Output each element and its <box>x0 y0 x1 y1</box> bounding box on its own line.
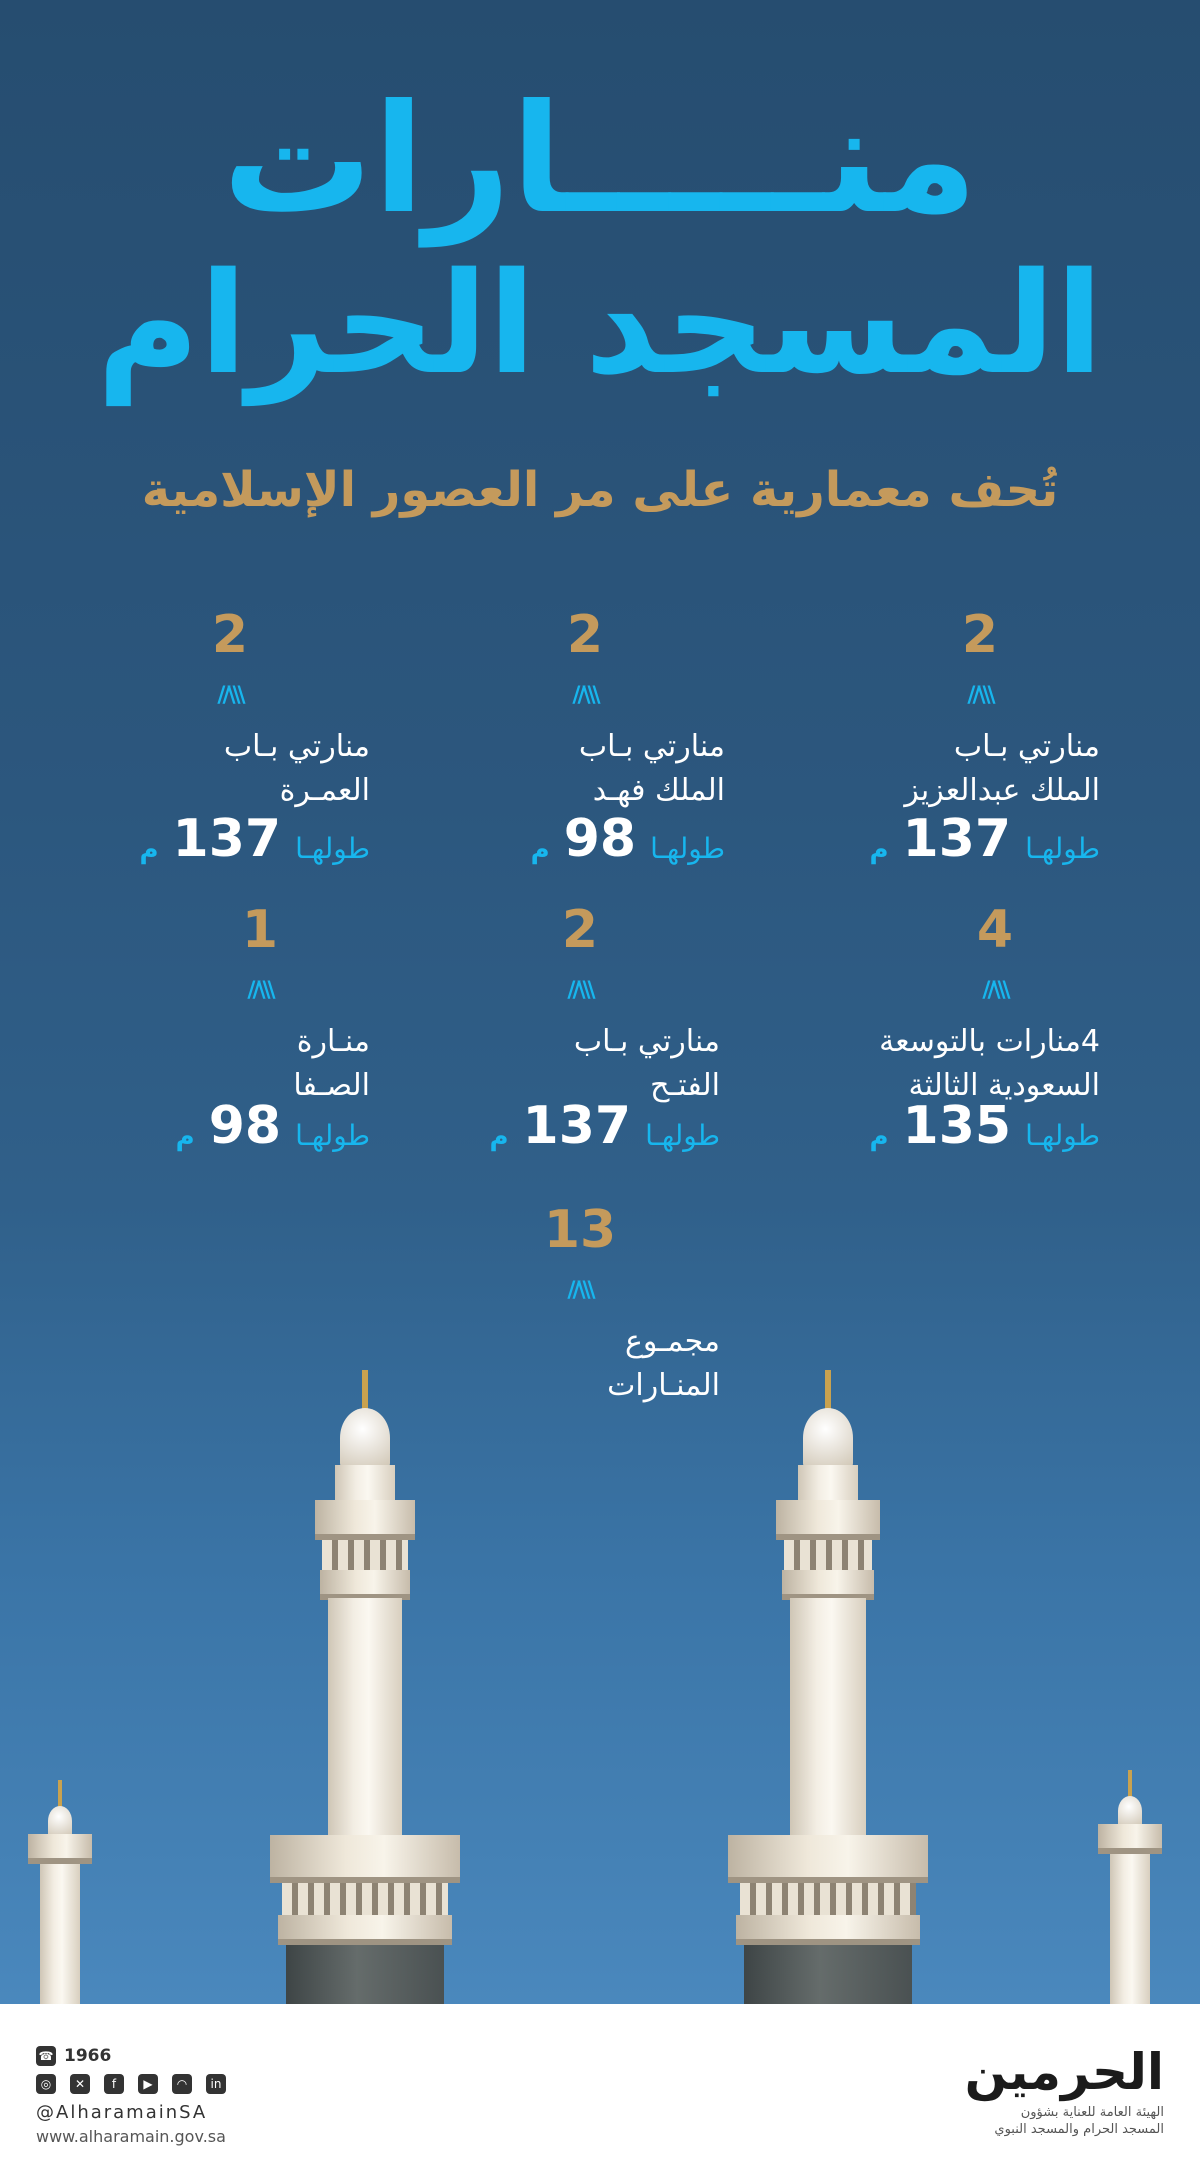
minaret-left <box>270 1370 460 2004</box>
social-handle[interactable]: @AlharamainSA <box>36 2102 208 2123</box>
snapchat-icon[interactable]: ◠ <box>172 2074 192 2094</box>
title-line-2: المسجد الحرام <box>96 243 1104 406</box>
footer-contact <box>36 2046 226 2146</box>
x-icon[interactable]: ✕ <box>70 2074 90 2094</box>
stat-length: طولهـا 137 م <box>489 1096 720 1156</box>
footer <box>0 2004 1200 2174</box>
stat-label: منارتي بـاب الملك فهـد <box>578 729 725 808</box>
phone-icon: ☎ <box>36 2046 56 2066</box>
stat-count: 2 <box>961 605 999 665</box>
instagram-icon[interactable]: ◎ <box>36 2074 56 2094</box>
stat-count: 2 <box>566 605 604 665</box>
stat-count: 1 <box>241 900 279 960</box>
stat-count: 2 <box>561 900 599 960</box>
social-icons <box>36 2074 226 2094</box>
stat-label: منارتي بـاب الملك عبدالعزيز <box>904 729 1100 808</box>
chevron-down-icon: \\\// <box>567 1278 593 1303</box>
website-link[interactable]: www.alharamain.gov.sa <box>36 2127 226 2146</box>
chevron-down-icon: \\\// <box>572 683 598 708</box>
total-label: مجمـوع المنـارات <box>607 1324 720 1403</box>
stat-length: طولهـا 137 م <box>139 809 370 869</box>
stat-count: 4 <box>976 900 1014 960</box>
facebook-icon[interactable]: f <box>104 2074 124 2094</box>
chevron-down-icon: \\\// <box>982 978 1008 1003</box>
stat-length: طولهـا 137 م <box>869 809 1100 869</box>
stat-length: طولهـا 98 م <box>530 809 725 869</box>
stat-label: منارتي بـاب العمـرة <box>223 729 370 808</box>
logo-subtitle: الهيئة العامة للعناية بشؤون المسجد الحرام والمسجد النبوي <box>994 2105 1164 2137</box>
chevron-down-icon: \\\// <box>247 978 273 1003</box>
chevron-down-icon: \\\// <box>217 683 243 708</box>
stat-length: طولهـا 98 م <box>175 1096 370 1156</box>
stat-label: 4منارات بالتوسعة السعودية الثالثة <box>879 1024 1100 1103</box>
subtitle: تُحف معمارية على مر العصور الإسلامية <box>141 462 1059 518</box>
minaret-far-right <box>1090 1770 1170 2004</box>
logo-name: الحرمين <box>964 2043 1164 2101</box>
stat-length: طولهـا 135 م <box>869 1096 1100 1156</box>
linkedin-icon[interactable]: in <box>206 2074 226 2094</box>
minaret-right <box>728 1370 928 2004</box>
youtube-icon[interactable]: ▶ <box>138 2074 158 2094</box>
phone[interactable]: ☎ 1966 <box>36 2046 226 2066</box>
total-count: 13 <box>543 1200 617 1260</box>
stat-count: 2 <box>211 605 249 665</box>
chevron-down-icon: \\\// <box>567 978 593 1003</box>
stat-label: منـارة الصـفا <box>293 1024 370 1103</box>
title-line-1: منـــــارات <box>222 73 978 247</box>
chevron-down-icon: \\\// <box>967 683 993 708</box>
stat-label: منارتي بـاب الفتـح <box>573 1024 720 1103</box>
minaret-far-left <box>20 1780 100 2004</box>
logo <box>965 2044 1164 2138</box>
